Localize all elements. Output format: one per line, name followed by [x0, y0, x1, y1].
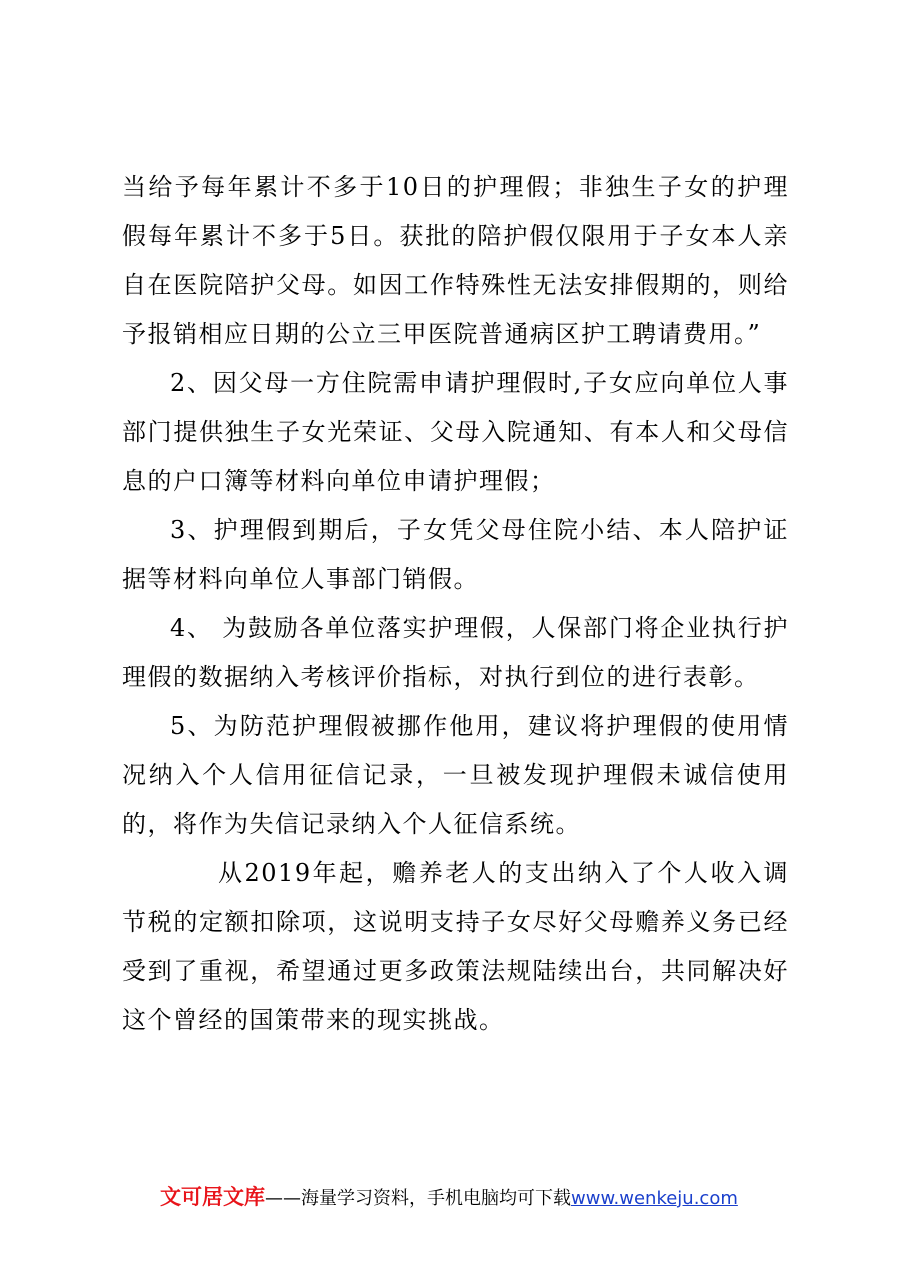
document-body — [122, 163, 789, 1045]
website-link[interactable]: www.wenkeju.com — [571, 1188, 738, 1209]
paragraph-item-2: 2、因父母一方住院需申请护理假时,子女应向单位人事部门提供独生子女光荣证、父母入院通知、有本人和父母信息的户口簿等材料向单位申请护理假； — [122, 369, 789, 495]
paragraph-item-3: 3、护理假到期后，子女凭父母住院小结、本人陪护证据等材料向单位人事部门销假。 — [122, 516, 789, 593]
paragraph-continuation: 当给予每年累计不多于10日的护理假；非独生子女的护理假每年累计不多于5日。获批的陪护假仅限用于子女本人亲自在医院陪护父母。如因工作特殊性无法安排假期的，则给予报销相应日期的公立三甲医院普通病区护工聘请费用。” — [122, 173, 789, 348]
paragraph-item-4: 4、 为鼓励各单位落实护理假，人保部门将企业执行护理假的数据纳入考核评价指标，对执行到位的进行表彰。 — [122, 614, 789, 691]
footer-tagline: ——海量学习资料，手机电脑均可下载 — [265, 1188, 571, 1209]
paragraph-item-5: 5、为防范护理假被挪作他用，建议将护理假的使用情况纳入个人信用征信记录，一旦被发现护理假未诚信使用的，将作为失信记录纳入个人征信系统。 — [122, 712, 789, 838]
footer-banner — [160, 1183, 780, 1213]
brand-name: 文可居文库 — [160, 1185, 265, 1209]
paragraph-conclusion: 从2019年起，赡养老人的支出纳入了个人收入调节税的定额扣除项，这说明支持子女尽好父母赡养义务已经受到了重视，希望通过更多政策法规陆续出台，共同解决好这个曾经的国策带来的现实挑战。 — [122, 859, 789, 1034]
